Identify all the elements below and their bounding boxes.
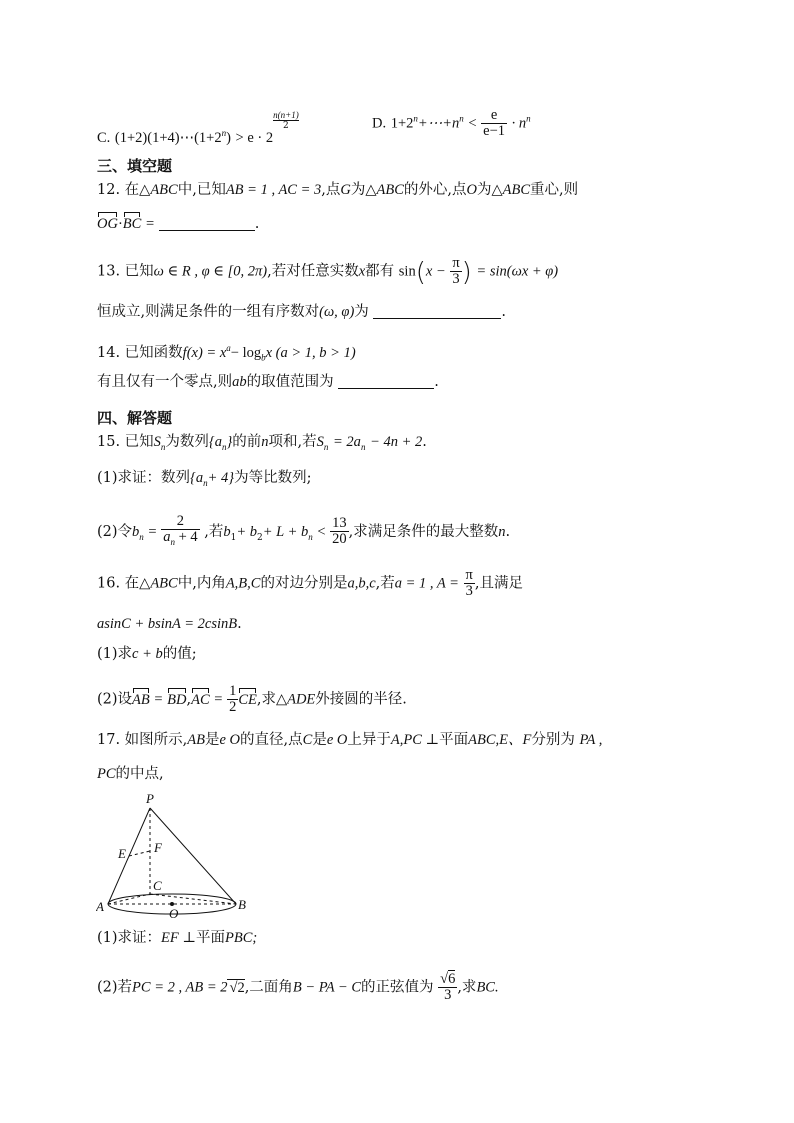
vector-bd: BD [167, 691, 187, 708]
question-16-part2: (2)设AB = BD,AC = $\frac{1}{2}$ CE,求△ADE外接圆的半径. [97, 683, 407, 715]
question-15: 15. 已知$S_n$为数列$\{a_n\}$的前n项和,若$S_n = 2a_n - 4n + 2$. [97, 434, 427, 452]
segment-ac [108, 894, 150, 904]
edge-pb [150, 808, 236, 904]
label-e: E [118, 846, 126, 861]
question-13: 13. 已知ω ∈ R , φ ∈ [0, 2π),若对任意实数x都有 sin(x − $\frac{\pi}{3}$ ) = sin(ωx + φ) [97, 255, 559, 288]
fraction-13-20: $\frac{13}{20}$ [332, 515, 347, 548]
option-c: C. $(1+2)(1+4)\cdots(1+2^n) > e \cdot 2$ $\frac{n(n+1)}{2}$ [97, 110, 299, 146]
question-13-line2: 恒成立,则满足条件的一组有序数对(ω, φ)为 . [97, 304, 506, 320]
question-14: 14. 已知函数$f(x) = x^a- \log_bx$ (a > 1, b > 1) [97, 343, 356, 363]
question-17-part1: (1)求证：EF ⊥平面PBC; [97, 930, 258, 946]
question-15-part1: (1)求证：数列$\{a_n+ 4\}$为等比数列; [97, 470, 312, 488]
vector-og: OG [97, 216, 118, 232]
question-16-equation: asinC + bsinA = 2csinB. [97, 616, 242, 632]
vector-ac: AC [191, 691, 210, 708]
fraction-2-over-an: $\frac{2}{a_n + 4}$ [163, 513, 198, 547]
section-fill-in-title: 三、填空题 [97, 157, 173, 175]
pi-over-3: $\frac{\pi}{3}$ [452, 255, 460, 287]
label-p: P [146, 791, 154, 806]
label-a: A [96, 899, 104, 914]
label-b: B [238, 897, 246, 912]
label-c: C [153, 878, 162, 893]
label-f: F [154, 840, 162, 855]
answer-blank-12[interactable] [159, 215, 255, 231]
question-15-part2: (2)令$b_n$ = $\frac{2}{a_n + 4}$ ,若$b_1+ b_2+ L + b_n$ < $\frac{13}{20}$ ,求满足条件的最大整数n. [97, 514, 510, 550]
option-c-exponent: $\frac{n(n+1)}{2}$ [273, 110, 299, 131]
segment-cb [150, 894, 236, 904]
answer-blank-13[interactable] [373, 303, 501, 319]
segment-ef [129, 851, 150, 856]
option-d-fraction: $\frac{e}{e-1}$ [483, 107, 506, 139]
fraction-sqrt6-over-3: $\frac{√6}{3}$ [440, 971, 456, 1003]
question-16: 16. 在△ABC中,内角A,B,C的对边分别是a,b,c,若a = 1 , A = $\frac{\pi}{3}$ ,且满足 [97, 567, 523, 599]
cone-figure [96, 790, 256, 920]
option-d: D. $1+2^n+\cdots+n^n$ < $\frac{e}{e-1}$ · $n^n$ [372, 107, 531, 139]
question-17-part2: (2)若PC = 2 , AB = 2 √2,二面角B − PA − C的正弦值为 $\frac{√6}{3}$ ,求BC. [97, 971, 499, 1003]
question-14-line2: 有且仅有一个零点,则ab的取值范围为 . [97, 374, 439, 390]
answer-blank-14[interactable] [338, 373, 434, 389]
pi-over-3-q16: $\frac{\pi}{3}$ [465, 567, 473, 599]
vector-bc: BC [122, 216, 142, 232]
fraction-one-half: $\frac{1}{2}$ [229, 683, 237, 715]
question-12: 12. 在△ABC中,已知AB = 1 , AC = 3,点G为△ABC的外心,点O为△ABC重心,则 [97, 182, 579, 198]
question-16-part1: (1)求c + b的值; [97, 646, 197, 662]
label-o: O [169, 906, 179, 920]
question-17: 17. 如图所示,AB是e O的直径,点C是e O上异于A,PC ⊥平面ABC,E、F分别为 PA , [97, 732, 603, 748]
vector-ce: CE [238, 691, 257, 708]
question-12-line2: OG·BC = . [97, 216, 260, 232]
vector-ab: AB [132, 691, 150, 708]
section-solve-title: 四、解答题 [97, 409, 173, 427]
question-17-line2: PC的中点, [97, 766, 164, 782]
